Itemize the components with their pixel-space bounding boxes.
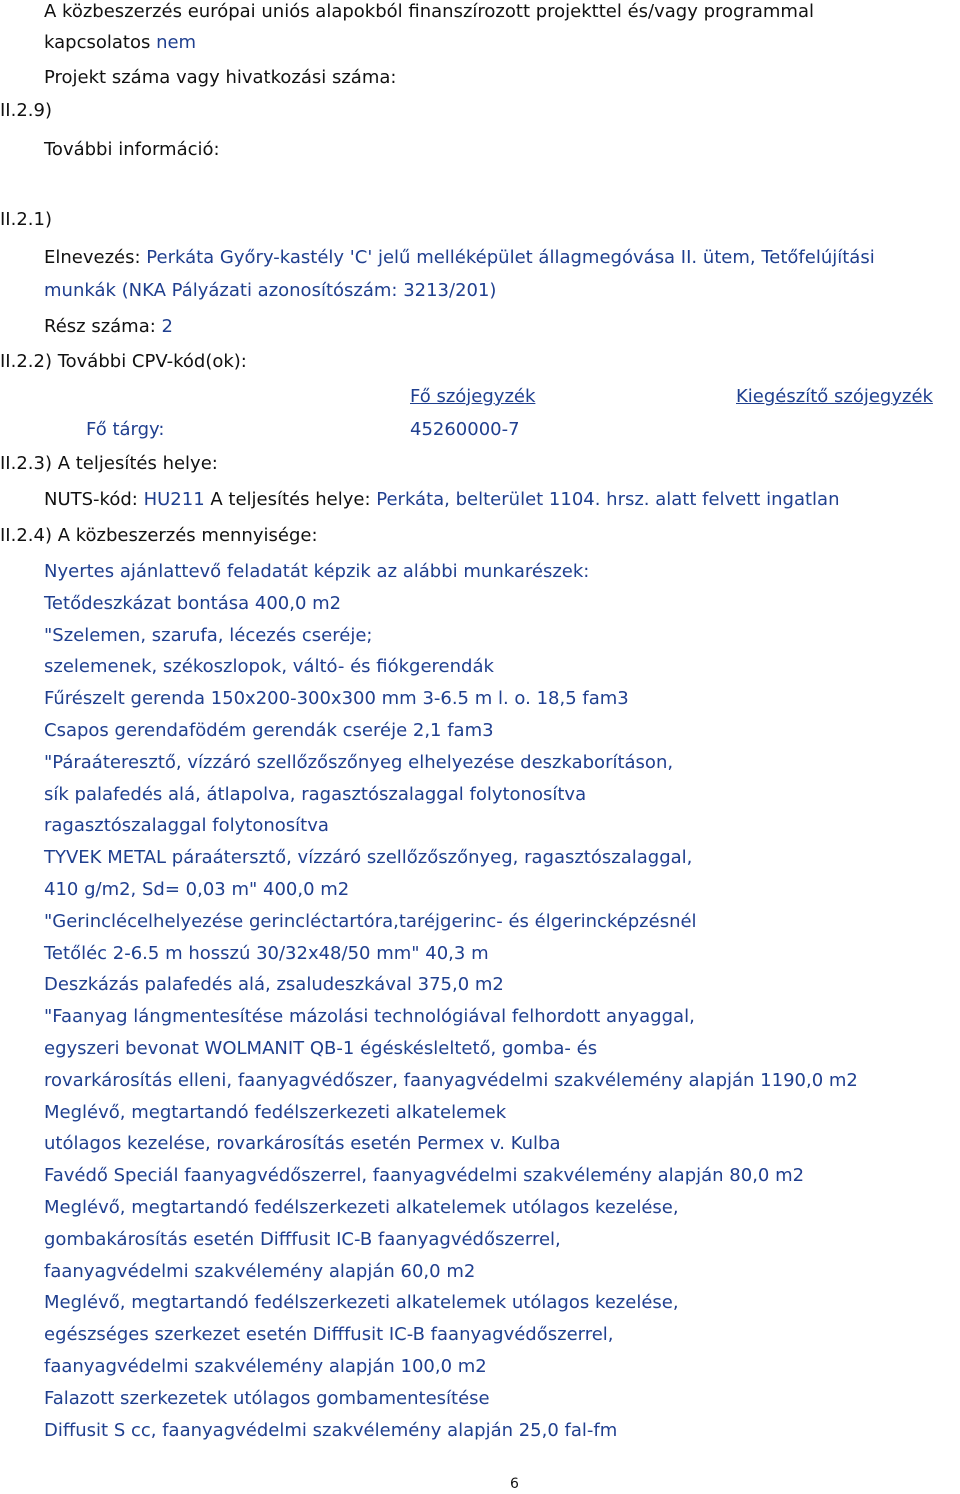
section-2-9: II.2.9) bbox=[0, 100, 52, 121]
quantity-line: Falazott szerkezetek utólagos gombamentesítése bbox=[44, 1388, 490, 1409]
quantity-line: Deszkázás palafedés alá, zsaludeszkával 375,0 m2 bbox=[44, 974, 504, 995]
nuts-value: HU211 bbox=[143, 489, 205, 510]
name-row bbox=[44, 246, 875, 270]
place-value: Perkáta, belterület 1104. hrsz. alatt felvett ingatlan bbox=[376, 489, 840, 510]
place-label: A teljesítés helye: bbox=[210, 489, 371, 510]
quantity-line: egyszeri bevonat WOLMANIT QB-1 égéskésleltető, gomba- és bbox=[44, 1038, 598, 1059]
quantity-heading: II.2.4) A közbeszerzés mennyisége: bbox=[0, 525, 318, 546]
quantity-line: egészséges szerkezet esetén Difffusit IC-B faanyagvédőszerrel, bbox=[44, 1324, 614, 1345]
quantity-line: Tetődeszkázat bontása 400,0 m2 bbox=[44, 593, 342, 614]
quantity-line: "Páraáteresztő, vízzáró szellőzőszőnyeg elhelyezése deszkaborításon, bbox=[44, 752, 674, 773]
quantity-line: "Gerinclécelhelyezése gerincléctartóra,taréjgerinc- és élgerincképzésnél bbox=[44, 911, 697, 932]
part-number-row bbox=[44, 315, 173, 339]
place-heading: II.2.3) A teljesítés helye: bbox=[0, 453, 218, 474]
quantity-line: szelemenek, székoszlopok, váltó- és fiókgerendák bbox=[44, 656, 494, 677]
quantity-line: Favédő Speciál faanyagvédőszerrel, faanyagvédelmi szakvélemény alapján 80,0 m2 bbox=[44, 1165, 805, 1186]
name-label: Elnevezés: bbox=[44, 247, 141, 268]
name-value: Perkáta Győry-kastély 'C' jelű melléképület állagmegóvása II. ütem, Tetőfelújítási bbox=[146, 247, 875, 268]
supp-vocab-header: Kiegészítő szójegyzék bbox=[736, 386, 933, 407]
nuts-label: NUTS-kód: bbox=[44, 489, 138, 510]
quantity-line: gombakárosítás esetén Difffusit IC-B faanyagvédőszerrel, bbox=[44, 1229, 561, 1250]
quantity-line: faanyagvédelmi szakvélemény alapján 100,0 m2 bbox=[44, 1356, 487, 1377]
cpv-heading: II.2.2) További CPV-kód(ok): bbox=[0, 351, 247, 372]
quantity-line: Tetőléc 2-6.5 m hosszú 30/32x48/50 mm" 40,3 m bbox=[44, 943, 489, 964]
nuts-row bbox=[44, 488, 839, 512]
main-subject-label: Fő tárgy: bbox=[86, 419, 165, 440]
quantity-line: 410 g/m2, Sd= 0,03 m" 400,0 m2 bbox=[44, 879, 350, 900]
quantity-line: utólagos kezelése, rovarkárosítás esetén Permex v. Kulba bbox=[44, 1133, 561, 1154]
quantity-line: "Faanyag lángmentesítése mázolási technológiával felhordott anyaggal, bbox=[44, 1006, 695, 1027]
section-2-1: II.2.1) bbox=[0, 209, 52, 230]
quantity-line: "Szelemen, szarufa, lécezés cseréje; bbox=[44, 625, 373, 646]
funding-row bbox=[44, 31, 196, 55]
part-number-value: 2 bbox=[161, 316, 173, 337]
quantity-line: rovarkárosítás elleni, faanyagvédőszer, faanyagvédelmi szakvélemény alapján 1190,0 m2 bbox=[44, 1070, 858, 1091]
quantity-line: Csapos gerendafödém gerendák cseréje 2,1 fam3 bbox=[44, 720, 494, 741]
quantity-line: Fűrészelt gerenda 150x200-300x300 mm 3-6.5 m l. o. 18,5 fam3 bbox=[44, 688, 629, 709]
quantity-line: ragasztószalaggal folytonosítva bbox=[44, 815, 329, 836]
quantity-line: Diffusit S cc, faanyagvédelmi szakvélemény alapján 25,0 fal-fm bbox=[44, 1420, 618, 1441]
funding-label-cont: kapcsolatos bbox=[44, 32, 151, 53]
funding-label: A közbeszerzés európai uniós alapokból finanszírozott projekttel és/vagy programmal bbox=[44, 1, 814, 22]
quantity-line: Meglévő, megtartandó fedélszerkezeti alkatelemek utólagos kezelése, bbox=[44, 1197, 679, 1218]
funding-value: nem bbox=[156, 32, 197, 53]
quantity-line: sík palafedés alá, átlapolva, ragasztószalaggal folytonosítva bbox=[44, 784, 587, 805]
quantity-line: Meglévő, megtartandó fedélszerkezeti alkatelemek utólagos kezelése, bbox=[44, 1292, 679, 1313]
quantity-line: faanyagvédelmi szakvélemény alapján 60,0 m2 bbox=[44, 1261, 476, 1282]
page-number: 6 bbox=[510, 1476, 519, 1492]
quantity-line: Meglévő, megtartandó fedélszerkezeti alkatelemek bbox=[44, 1102, 507, 1123]
main-vocab-header: Fő szójegyzék bbox=[410, 386, 536, 407]
quantity-line: TYVEK METAL páraátersztő, vízzáró szellőzőszőnyeg, ragasztószalaggal, bbox=[44, 847, 693, 868]
quantity-line: Nyertes ajánlattevő feladatát képzik az alábbi munkarészek: bbox=[44, 561, 590, 582]
main-subject-code: 45260000-7 bbox=[410, 419, 520, 440]
name-value-cont: munkák (NKA Pályázati azonosítószám: 3213/201) bbox=[44, 280, 497, 301]
project-number-label: Projekt száma vagy hivatkozási száma: bbox=[44, 67, 397, 88]
additional-info-label: További információ: bbox=[44, 139, 220, 160]
part-number-label: Rész száma: bbox=[44, 316, 156, 337]
